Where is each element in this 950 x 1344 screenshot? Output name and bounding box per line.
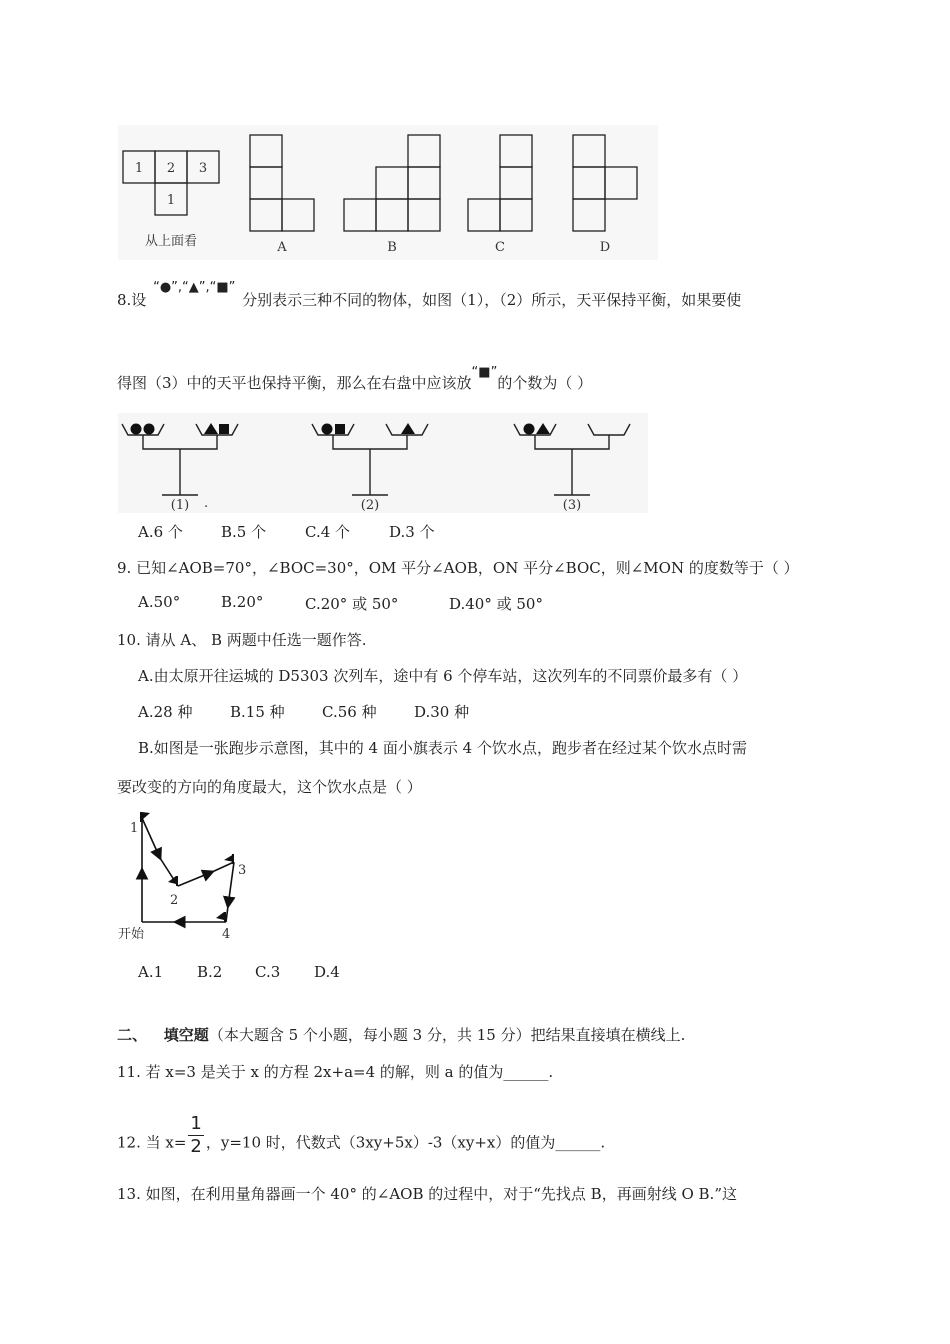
flag-icon [140,812,142,822]
grid-number: 1 [134,161,144,176]
option-label-d: D [599,240,611,255]
q13-text: 13. 如图，在利用量角器画一个 40° 的∠AOB 的过程中，对于“先找点 B，再画射线 O B.”这 [117,1185,737,1203]
top-view-figure [118,125,658,260]
q12-numerator: 1 [190,1113,202,1134]
q10-a-option-b: B.15 种 [230,703,285,721]
q12-denominator: 2 [190,1136,202,1157]
q9-text: 9. 已知∠AOB=70°，∠BOC=30°，OM 平分∠AOB，ON 平分∠BOC，则∠MON 的度数等于（ ） [117,559,799,577]
q8-option-a: A.6 个 [138,523,183,541]
q10-b-text2: 要改变的方向的角度最大，这个饮水点是（ ） [117,778,422,796]
map-label-1: 1 [130,821,139,836]
q8-symbols: “●”,“▲”,“■” [153,280,236,295]
option-label-c: C [495,240,505,255]
q12-line [117,1113,606,1166]
grid-number: 3 [198,161,208,176]
q8-rest: 分别表示三种不同的物体，如图（1），（2）所示，天平保持平衡，如果要使 [237,291,742,309]
q12-prefix: 12. 当 x= [117,1133,187,1152]
view-label: 从上面看 [144,234,198,249]
q12-fraction [188,1113,203,1158]
section2-title: 填空题 [163,1026,209,1044]
q9-option-d: D.40° 或 50° [449,595,543,613]
q8-line2-b: 的个数为（ ） [497,374,593,392]
q10-b-option-c: C.3 [255,963,281,981]
q10-a-option-a: A.28 种 [138,703,193,721]
section2-desc: （本大题含 5 个小题，每小题 3 分，共 15 分）把结果直接填在横线上. [208,1026,686,1044]
map-label-4: 4 [222,927,231,942]
option-label-b: B [387,240,397,255]
q8-option-c: C.4 个 [305,523,351,541]
grid-number: 2 [166,161,176,176]
q10-b-text1: B.如图是一张跑步示意图，其中的 4 面小旗表示 4 个饮水点，跑步者在经过某个饮水点时需 [138,739,747,757]
q8-line1 [117,280,742,310]
q9-option-b: B.20° [221,593,264,611]
q12-suffix: ，y=10 时，代数式（3xy+5x）-3（xy+x）的值为______. [205,1133,606,1152]
running-route-map [116,810,256,945]
q8-square-symbol: “■” [471,365,498,380]
flag-icon [142,812,150,820]
map-label-2: 2 [170,893,179,908]
balance-figure [118,413,648,513]
q9-option-c: C.20° 或 50° [305,595,399,613]
flag-icon [216,912,224,920]
option-label-a: A [277,240,287,255]
q9-option-a: A.50° [138,593,181,611]
q10-a-text: A.由太原开往运城的 D5303 次列车，途中有 6 个停车站，这次列车的不同票价最多有（ ） [138,667,748,685]
q8-option-b: B.5 个 [221,523,267,541]
scale-label-1: (1) [170,498,190,513]
q10-b-option-a: A.1 [138,963,164,981]
scale-label-2: (2) [360,498,380,513]
q8-line2-a: 得图（3）中的天平也保持平衡，那么在右盘中应该放 [117,374,472,392]
flag-icon [224,854,234,862]
flag-icon [176,876,178,886]
q10-b-option-b: B.2 [197,963,223,981]
stray-dot: . [204,496,209,511]
q10-a-option-d: D.30 种 [414,703,470,721]
q11-text: 11. 若 x=3 是关于 x 的方程 2x+a=4 的解，则 a 的值为______. [117,1063,554,1081]
q10-b-option-d: D.4 [314,963,340,981]
map-label-start: 开始 [118,927,145,942]
q8-option-d: D.3 个 [389,523,435,541]
section2-number: 二、 [117,1026,148,1044]
q8-line2 [117,365,593,393]
q10-a-option-c: C.56 种 [322,703,377,721]
section2-heading [117,1024,685,1045]
q10-text: 10. 请从 A、 B 两题中任选一题作答. [117,631,367,649]
flag-icon [224,912,226,922]
map-label-3: 3 [238,863,247,878]
q8-prefix: 8.设 [117,291,152,309]
scale-label-3: (3) [562,498,582,513]
grid-number: 1 [166,193,176,208]
